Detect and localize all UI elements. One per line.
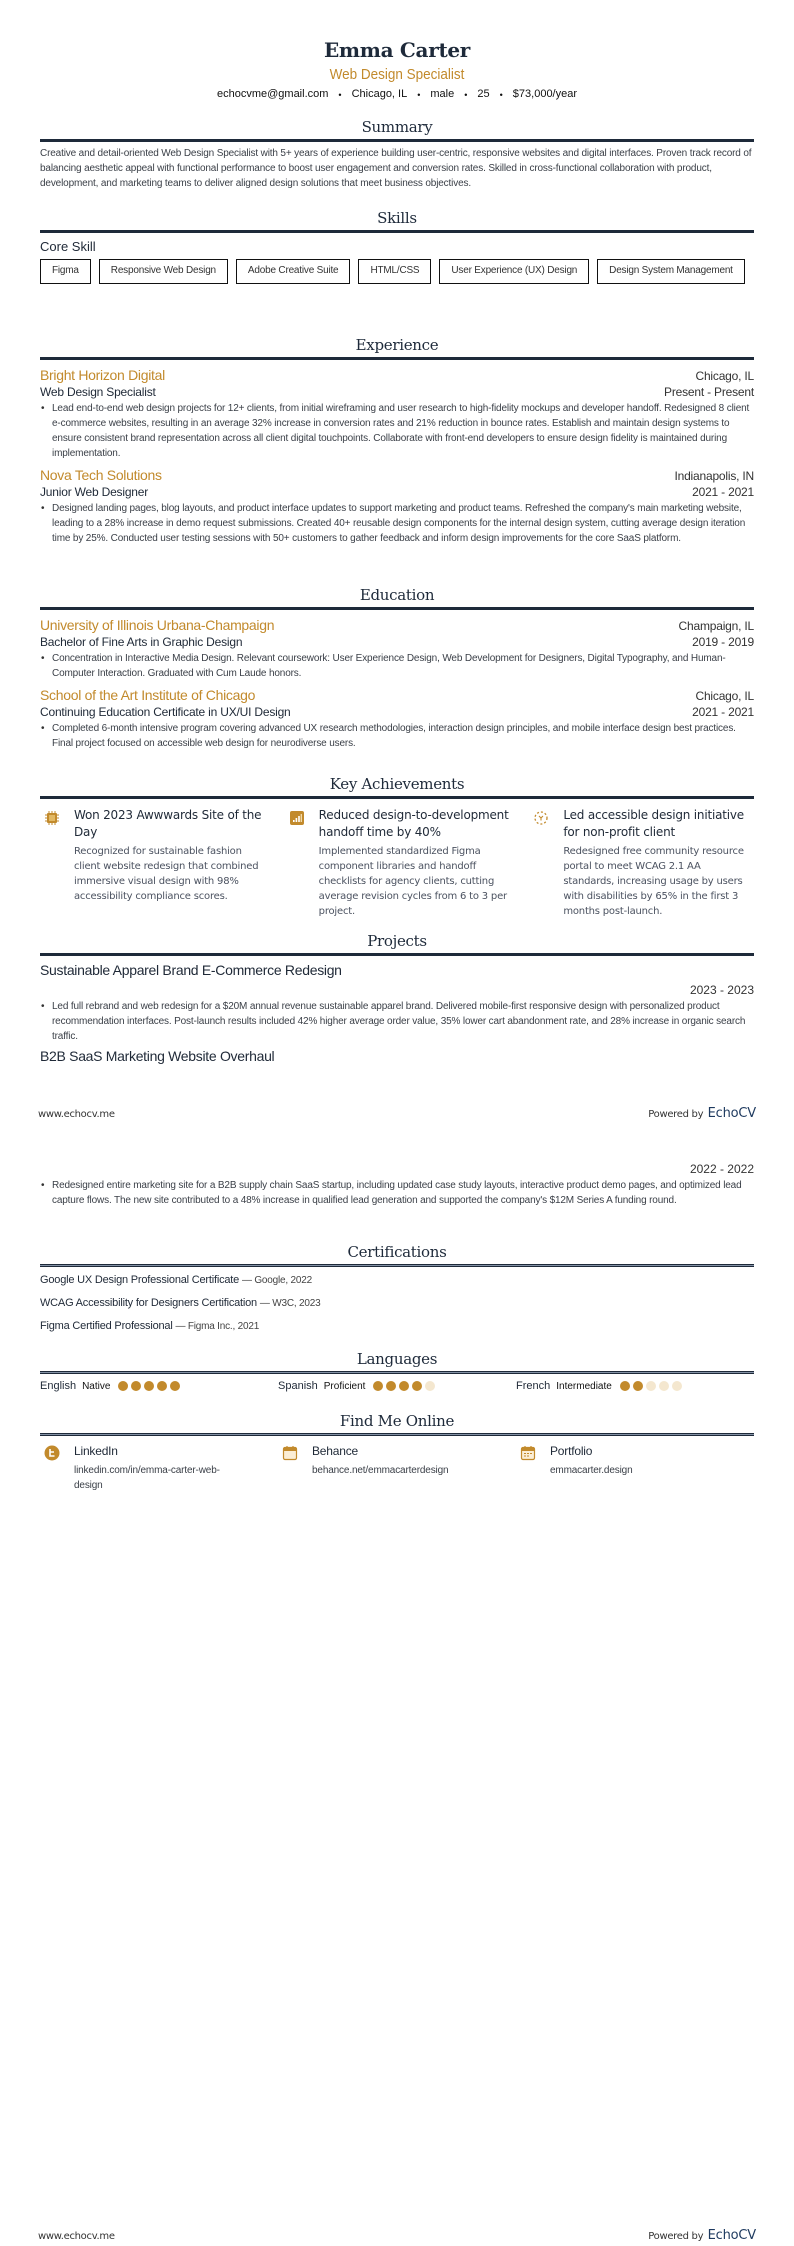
job-location: Chicago, IL xyxy=(695,369,754,383)
brand-logo[interactable]: EchoCV xyxy=(707,2228,756,2243)
rating-dot-empty xyxy=(646,1381,656,1391)
rating-dot-filled xyxy=(131,1381,141,1391)
focus-target-icon xyxy=(533,810,549,826)
project-bullet: • Redesigned entire marketing site for a B2B supply chain SaaS startup, including updated case study layouts, interactive product demo pages, and optimized lead capture flows. The new site contributed to a 48% increase in qualified lead generation and supported the company's $12M Series A funding round. xyxy=(40,1178,754,1208)
cert-issuer: — Figma Inc., 2021 xyxy=(175,1321,260,1332)
language-item xyxy=(516,1380,754,1392)
page-footer xyxy=(38,2226,756,2244)
company-name: Nova Tech Solutions xyxy=(40,467,162,483)
contact-line xyxy=(0,88,794,102)
company-name: Bright Horizon Digital xyxy=(40,367,165,383)
behance-icon xyxy=(282,1445,298,1461)
language-item xyxy=(278,1380,516,1392)
contact-gender: male xyxy=(430,88,455,100)
separator-dot: • xyxy=(464,90,468,100)
portfolio-icon xyxy=(520,1445,536,1461)
experience-entry xyxy=(40,467,754,546)
skill-chip: Figma xyxy=(40,259,91,284)
footer-url[interactable]: www.echocv.me xyxy=(38,2231,115,2242)
rating-dot-filled xyxy=(633,1381,643,1391)
language-level: Native xyxy=(82,1380,111,1392)
skill-chip: Design System Management xyxy=(597,259,745,284)
rating-dot-empty xyxy=(425,1381,435,1391)
skills-section xyxy=(40,209,754,284)
section-divider xyxy=(40,139,754,142)
project-continuation xyxy=(40,1162,754,1208)
rating-dot-filled xyxy=(373,1381,383,1391)
contact-email[interactable]: echocvme@gmail.com xyxy=(216,88,329,100)
profile-url[interactable]: linkedin.com/in/emma-carter-web-design xyxy=(74,1465,220,1491)
degree: Continuing Education Certificate in UX/UI Design xyxy=(40,705,291,719)
cert-name: WCAG Accessibility for Designers Certification xyxy=(40,1297,257,1309)
language-name: French xyxy=(516,1380,551,1392)
section-divider xyxy=(40,1433,754,1436)
education-dates: 2019 - 2019 xyxy=(692,635,754,649)
cert-name: Google UX Design Professional Certificate xyxy=(40,1274,240,1286)
footer-url[interactable]: www.echocv.me xyxy=(38,1109,115,1120)
contact-age: 25 xyxy=(477,88,490,100)
achievement-title: Reduced design-to-development handoff time by 40% xyxy=(318,808,509,839)
language-rating xyxy=(620,1381,682,1391)
project-title: Sustainable Apparel Brand E-Commerce Redesign xyxy=(40,962,342,978)
rating-dot-filled xyxy=(620,1381,630,1391)
project-entry xyxy=(40,962,754,1044)
language-item xyxy=(40,1380,278,1392)
rating-dot-filled xyxy=(399,1381,409,1391)
skill-chip-list xyxy=(40,259,754,284)
job-location: Indianapolis, IN xyxy=(674,469,754,483)
achievement-desc: Redesigned free community resource portal to meet WCAG 2.1 AA standards, increasing usage by users with disabilities by 65% in the first 3 months post-launch. xyxy=(563,846,744,917)
skill-chip: HTML/CSS xyxy=(358,259,431,284)
language-name: Spanish xyxy=(278,1380,318,1392)
online-section xyxy=(40,1412,754,1493)
section-heading: Key Achievements xyxy=(329,775,465,793)
online-profile-portfolio[interactable] xyxy=(516,1444,754,1493)
summary-text: Creative and detail-oriented Web Design Specialist with 5+ years of experience building user-centric, responsive websites and digital interfaces. Proven track record of balancing aesthetic appeal with functional performance to boost user engagement and conversion rates. Skilled in cross-functional collaboration with product, development, and marketing teams to deliver aligned design solutions that meet business objectives. xyxy=(40,148,752,189)
bar-chart-icon xyxy=(289,810,305,826)
section-heading: Projects xyxy=(367,932,427,950)
rating-dot-empty xyxy=(672,1381,682,1391)
separator-dot: • xyxy=(338,90,342,100)
section-heading: Summary xyxy=(361,118,433,136)
profile-label: Behance xyxy=(312,1444,358,1458)
skill-chip: User Experience (UX) Design xyxy=(439,259,589,284)
profile-label: LinkedIn xyxy=(74,1444,118,1458)
education-bullet: • Concentration in Interactive Media Design. Relevant coursework: User Experience Design, Web Development for Designers, Digital Typography, and Human-Computer Interaction. Graduated with Cum Laude honors. xyxy=(40,651,754,681)
powered-by-label: Powered by xyxy=(648,2231,704,2242)
section-heading: Education xyxy=(359,586,435,604)
rating-dot-filled xyxy=(170,1381,180,1391)
section-divider xyxy=(40,607,754,610)
job-role: Junior Web Designer xyxy=(40,485,149,499)
section-heading: Certifications xyxy=(347,1243,447,1261)
section-heading: Experience xyxy=(355,336,439,354)
job-role: Web Design Specialist xyxy=(40,385,156,399)
achievements-section xyxy=(40,775,754,919)
job-bullet: • Designed landing pages, blog layouts, and product interface updates to support marketing and product teams. Refreshed the company's main marketing website, leading to a 28% increase in demo request submissions. Created 40+ reusable design components for the internal design system, cutting average design iteration time by 25%. Conducted user testing sessions with 50+ customers to gather feedback and inform design improvements for the core SaaS platform. xyxy=(40,501,754,546)
education-entry xyxy=(40,687,754,751)
achievement-card xyxy=(529,807,754,919)
project-title: B2B SaaS Marketing Website Overhaul xyxy=(40,1048,275,1064)
project-entry xyxy=(40,1048,754,1064)
job-bullet: • Lead end-to-end web design projects for 12+ clients, from initial wireframing and user research to high-fidelity mockups and developer handoff. Redesigned 8 client e-commerce websites, resulting in an average 32% increase in conversion rates and 21% reduction in bounce rates. Establish and maintain design systems to ensure consistent brand representation across all client digital touchpoints. Collaborate with front-end developers to ensure design fidelity is maintained during implementation. xyxy=(40,401,754,461)
achievement-title: Won 2023 Awwwards Site of the Day xyxy=(74,808,262,839)
skill-chip: Adobe Creative Suite xyxy=(236,259,351,284)
rating-dot-empty xyxy=(659,1381,669,1391)
brand-logo[interactable]: EchoCV xyxy=(707,1106,756,1121)
rating-dot-filled xyxy=(412,1381,422,1391)
section-heading: Find Me Online xyxy=(339,1412,455,1430)
separator-dot: • xyxy=(417,90,421,100)
certification-item xyxy=(40,1269,754,1292)
skill-group-label: Core Skill xyxy=(40,239,96,254)
section-divider xyxy=(40,953,754,956)
candidate-title: Web Design Specialist xyxy=(329,66,465,83)
job-dates: 2021 - 2021 xyxy=(692,485,754,499)
profile-url[interactable]: emmacarter.design xyxy=(550,1465,633,1476)
certification-item xyxy=(40,1315,754,1338)
school-name: University of Illinois Urbana-Champaign xyxy=(40,617,275,633)
powered-by-label: Powered by xyxy=(648,1109,704,1120)
chip-icon xyxy=(44,810,60,826)
summary-section xyxy=(40,118,754,191)
contact-salary: $73,000/year xyxy=(512,88,578,100)
project-dates: 2022 - 2022 xyxy=(689,1162,754,1176)
section-divider xyxy=(40,1264,754,1267)
certifications-section xyxy=(40,1243,754,1338)
linkedin-icon xyxy=(44,1445,60,1461)
online-profile-behance[interactable] xyxy=(278,1444,516,1493)
profile-label: Portfolio xyxy=(550,1444,593,1458)
language-rating xyxy=(373,1381,435,1391)
project-dates: 2023 - 2023 xyxy=(689,983,754,997)
degree: Bachelor of Fine Arts in Graphic Design xyxy=(40,635,243,649)
achievement-title: Led accessible design initiative for non-profit client xyxy=(563,808,744,839)
school-location: Chicago, IL xyxy=(695,689,754,703)
projects-section xyxy=(40,932,754,1064)
candidate-name: Emma Carter xyxy=(323,38,471,62)
achievement-desc: Recognized for sustainable fashion client website redesign that combined immersive visual design with 98% accessibility compliance scores. xyxy=(74,846,259,902)
cert-name: Figma Certified Professional xyxy=(40,1320,173,1332)
section-divider xyxy=(40,796,754,799)
language-rating xyxy=(118,1381,180,1391)
language-level: Intermediate xyxy=(556,1380,612,1392)
separator-dot: • xyxy=(499,90,503,100)
project-bullet: • Led full rebrand and web redesign for a $20M annual revenue sustainable apparel brand. Delivered mobile-first responsive design with personalized product recommendation interfaces. Post-launch results included 42% higher average order value, 35% lower cart abandonment rate, and 28% increase in organic search traffic. xyxy=(40,999,754,1044)
school-name: School of the Art Institute of Chicago xyxy=(40,687,256,703)
rating-dot-filled xyxy=(157,1381,167,1391)
section-divider xyxy=(40,357,754,360)
language-name: English xyxy=(40,1380,77,1392)
section-divider xyxy=(40,230,754,233)
education-section xyxy=(40,586,754,751)
experience-section xyxy=(40,336,754,546)
languages-section xyxy=(40,1350,754,1392)
section-heading: Skills xyxy=(377,209,417,227)
achievement-desc: Implemented standardized Figma component libraries and handoff checklists for agency clients, cutting average revision cycles from 6 to 3 per project. xyxy=(318,846,507,917)
cert-issuer: — W3C, 2023 xyxy=(259,1298,321,1309)
experience-entry xyxy=(40,367,754,461)
language-level: Proficient xyxy=(323,1380,366,1392)
education-bullet: • Completed 6-month intensive program covering advanced UX research methodologies, interaction design principles, and mobile interface design best practices. Final project focused on accessible web design for neurodiverse users. xyxy=(40,721,754,751)
section-divider xyxy=(40,1371,754,1374)
profile-url[interactable]: behance.net/emmacarterdesign xyxy=(312,1465,449,1476)
online-profile-linkedin[interactable] xyxy=(40,1444,278,1493)
job-dates: Present - Present xyxy=(664,385,754,399)
rating-dot-filled xyxy=(386,1381,396,1391)
achievement-card xyxy=(285,807,510,919)
section-heading: Languages xyxy=(356,1350,438,1368)
rating-dot-filled xyxy=(144,1381,154,1391)
contact-location: Chicago, IL xyxy=(351,88,408,100)
education-dates: 2021 - 2021 xyxy=(692,705,754,719)
rating-dot-filled xyxy=(118,1381,128,1391)
cert-issuer: — Google, 2022 xyxy=(241,1275,312,1286)
resume-header xyxy=(0,38,794,102)
certification-item xyxy=(40,1292,754,1315)
page-footer xyxy=(38,1104,756,1122)
school-location: Champaign, IL xyxy=(678,619,754,633)
achievement-card xyxy=(40,807,265,919)
education-entry xyxy=(40,617,754,681)
skill-chip: Responsive Web Design xyxy=(99,259,228,284)
